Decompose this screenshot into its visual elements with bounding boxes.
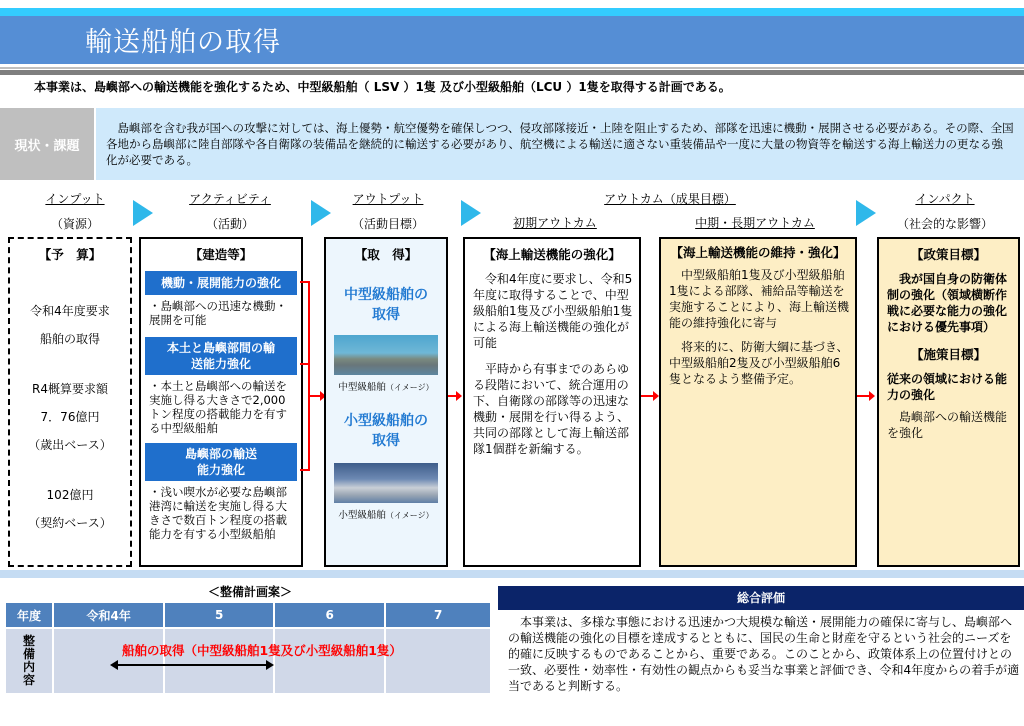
activity-title: 【建造等】 bbox=[189, 247, 253, 262]
budget-amount: 7．76億円 bbox=[40, 410, 100, 424]
flow-arrow-icon bbox=[133, 200, 153, 226]
budget-box bbox=[8, 237, 132, 567]
budget-title: 【予 算】 bbox=[38, 247, 102, 262]
activity-item-text: ・本土と島嶼部への輸送を実施し得る大きさで2,000トン程度の搭載能力を有する中型級船舶 bbox=[149, 379, 287, 435]
budget-line: （歳出ベース） bbox=[28, 438, 112, 452]
ship-image-medium bbox=[334, 335, 438, 375]
budget-line: 令和4年度要求 bbox=[30, 304, 110, 318]
plan-header: 7 bbox=[386, 603, 490, 627]
divider bbox=[0, 67, 1024, 69]
column-header-initial-outcome bbox=[490, 214, 620, 231]
initial-outcome-text: 平時から有事までのあらゆる段階において、統合運用の下、自衛隊の部隊等の迅速な機動・展開を行い得るよう、共同の部隊として海上輸送部隊1個群を新編する。 bbox=[473, 362, 630, 456]
activity-item-header: 本土と島嶼部間の輸送能力強化 bbox=[145, 337, 297, 375]
column-title: アウトプット bbox=[352, 192, 424, 206]
flow-arrow-icon bbox=[856, 200, 876, 226]
issue-label: 現状・課題 bbox=[0, 108, 94, 180]
ship-caption: 中型級船舶（イメージ） bbox=[338, 382, 434, 393]
plan-header: 6 bbox=[275, 603, 384, 627]
column-subtitle: （活動目標） bbox=[351, 217, 424, 231]
activity-item-text: ・島嶼部への迅速な機動・展開を可能 bbox=[149, 299, 287, 327]
budget-line: 船舶の取得 bbox=[39, 332, 100, 346]
plan-bar-text: 船舶の取得（中型級船舶1隻及び小型級船舶1隻） bbox=[122, 643, 402, 658]
policy-goal-title: 【政策目標】 bbox=[910, 247, 986, 262]
output-item-title: 中型級船舶の取得 bbox=[344, 287, 428, 323]
initial-outcome-title: 【海上輸送機能の強化】 bbox=[483, 247, 621, 262]
column-header-output bbox=[333, 190, 443, 232]
column-header-activity bbox=[160, 190, 300, 232]
plan-duration-bar bbox=[116, 664, 268, 666]
mid-outcome-box bbox=[659, 237, 857, 567]
column-title: インプット bbox=[45, 192, 105, 206]
mid-outcome-title: 【海上輸送機能の維持・強化】 bbox=[670, 245, 846, 260]
initial-outcome-box bbox=[463, 237, 641, 567]
column-subtitle: 初期アウトカム bbox=[513, 216, 597, 230]
plan-title: ＜整備計画案＞ bbox=[207, 585, 292, 599]
output-item-title: 小型級船舶の取得 bbox=[344, 413, 428, 449]
column-subtitle: （社会的な影響） bbox=[896, 217, 993, 231]
activity-box bbox=[139, 237, 303, 567]
column-title: インパクト bbox=[915, 192, 975, 206]
activity-item-header: 機動・展開能力の強化 bbox=[145, 271, 297, 295]
measure-goal-text: 従来の領域における能力の強化 bbox=[887, 372, 1008, 402]
plan-row-label: 整備内容 bbox=[6, 629, 52, 693]
mid-outcome-text: 将来的に、防衛大綱に基づき、中型級船舶2隻及び小型級船舶6隻となるよう整備予定。 bbox=[669, 340, 849, 386]
activity-item-header: 島嶼部の輸送能力強化 bbox=[145, 443, 297, 481]
top-accent-bar bbox=[0, 8, 1024, 16]
plan-header: 5 bbox=[165, 603, 273, 627]
arrow-right-icon bbox=[266, 660, 274, 670]
arrowhead-icon bbox=[456, 391, 462, 401]
column-title: アウトカム（成果目標） bbox=[604, 192, 736, 206]
column-subtitle: （資源） bbox=[50, 217, 99, 231]
evaluation-text: 本事業は、多様な事態における迅速かつ大規模な輸送・展開能力の確保に寄与し、島嶼部への輸送機能の強化の目標を達成するとともに、国民の生命と財産を守るという社会的ニーズを的確に反映するものであることから、重要である。このことから、政策体系上の位置付けとの一致、必要性・効率性・有効性の観点からも妥当な事業と評価でき、令和4年度からの着手が適当であると判断する。 bbox=[508, 615, 1020, 693]
flow-arrow-icon bbox=[461, 200, 481, 226]
issue-text: 島嶼部を含む我が国への攻撃に対しては、海上優勢・航空優勢を確保しつつ、侵攻部隊接近・上陸を阻止するため、部隊を迅速に機動・展開させる必要がある。その際、全国各地から島嶼部に陸自部隊や各自衛隊の装備品を継続的に輸送する必要があり、航空機による輸送に適さない重装備品や一度に大量の物資等を輸送する海上輸送力の更なる強化が必要である。 bbox=[96, 108, 1024, 180]
measure-goal-title: 【施策目標】 bbox=[910, 347, 986, 362]
divider bbox=[0, 70, 1024, 75]
output-title: 【取 得】 bbox=[354, 247, 418, 262]
plan-header: 年度 bbox=[6, 603, 52, 627]
policy-goal-text: 我が国自身の防衛体制の強化（領域横断作戦に必要な能力の強化における優先事項） bbox=[887, 272, 1008, 334]
budget-line: R4概算要求額 bbox=[32, 382, 108, 396]
column-header-mid-outcome bbox=[685, 214, 825, 231]
evaluation-header: 総合評価 bbox=[498, 586, 1024, 610]
column-header-outcome bbox=[570, 190, 770, 207]
flow-arrow-icon bbox=[311, 200, 331, 226]
summary-text: 本事業は、島嶼部への輸送機能を強化するため、中型級船舶（ LSV ）1隻 及び小型級船舶（LCU ）1隻を取得する計画である。 bbox=[34, 80, 731, 94]
ship-image-small bbox=[334, 463, 438, 503]
connector-line bbox=[308, 281, 310, 471]
activity-item-text: ・浅い喫水が必要な島嶼部港湾に輸送を実施し得る大きさで数百トン程度の搭載能力を有する小型級船舶 bbox=[149, 485, 287, 541]
column-header-input bbox=[20, 190, 130, 232]
column-subtitle: 中期・長期アウトカム bbox=[695, 216, 815, 230]
column-subtitle: （活動） bbox=[205, 217, 254, 231]
section-divider bbox=[0, 570, 1024, 578]
page-title: 輸送船舶の取得 bbox=[85, 27, 281, 58]
mid-outcome-text: 中型級船舶1隻及び小型級船舶1隻による部隊、補給品等輸送を実施することにより、海上輸送機能の維持強化に寄与 bbox=[669, 268, 850, 330]
impact-box bbox=[877, 237, 1020, 567]
arrowhead-icon bbox=[869, 391, 875, 401]
budget-line: （契約ベース） bbox=[28, 516, 112, 530]
initial-outcome-text: 令和4年度に要求し、令和5年度に取得することで、中型級船舶1隻及び小型級船舶1隻による海上輸送機能の強化が可能 bbox=[473, 272, 633, 350]
arrow-left-icon bbox=[110, 660, 118, 670]
budget-amount: 102億円 bbox=[46, 488, 94, 502]
ship-caption: 小型級船舶（イメージ） bbox=[338, 510, 434, 521]
measure-goal-text: 島嶼部への輸送機能を強化 bbox=[887, 410, 1008, 440]
output-box bbox=[324, 237, 448, 567]
column-title: アクティビティ bbox=[189, 192, 271, 206]
plan-header: 令和4年 bbox=[54, 603, 164, 627]
column-header-impact bbox=[885, 190, 1005, 232]
